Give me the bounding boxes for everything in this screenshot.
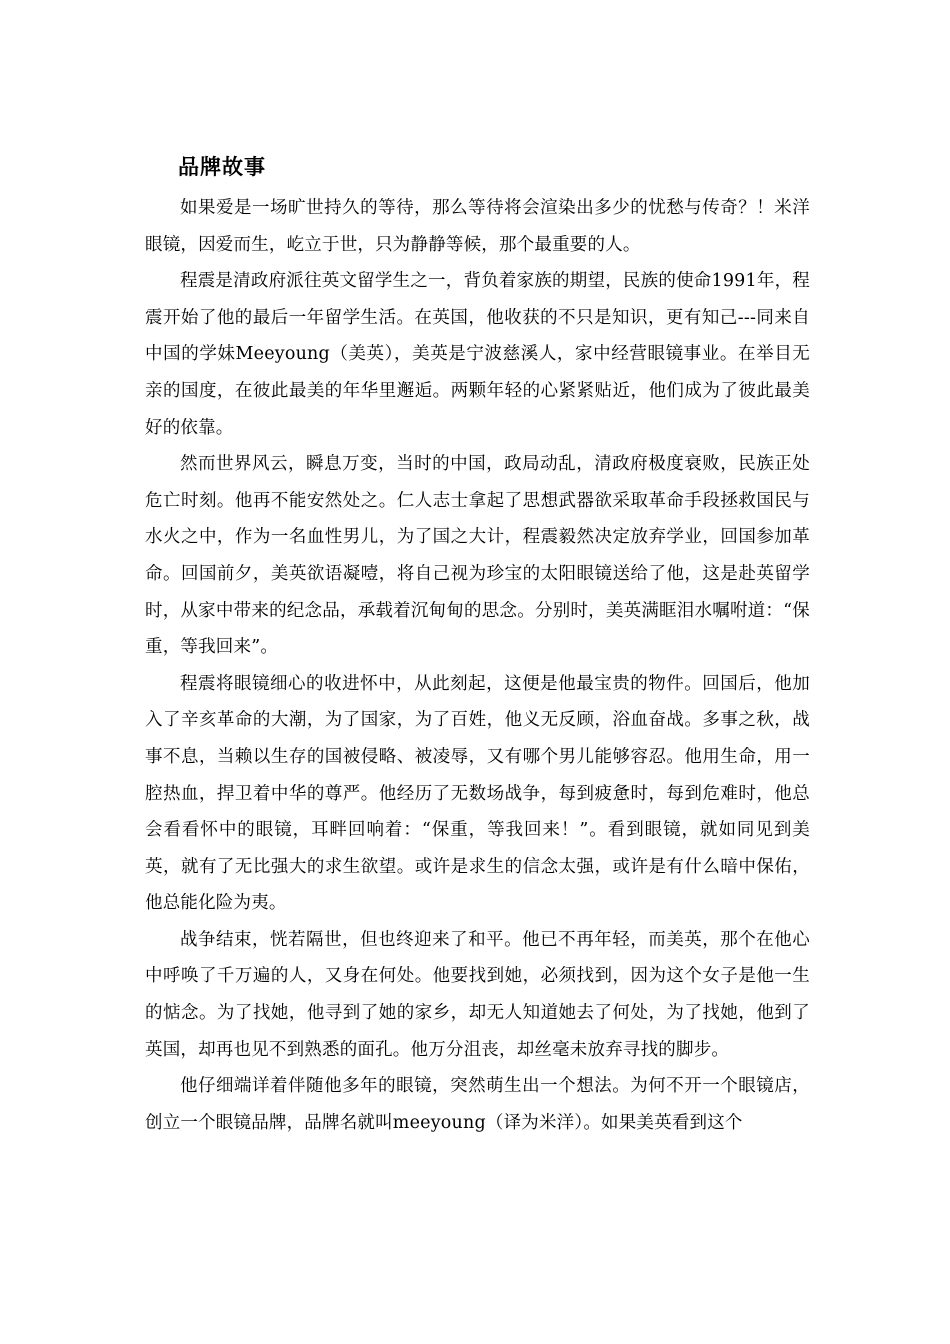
page-title: 品牌故事 <box>178 155 266 179</box>
paragraph-revolution: 然而世界风云，瞬息万变，当时的中国，政局动乱，清政府极度衰败，民族正处危亡时刻。他再不能安然处之。仁人志士拿起了思想武器欲采取革命手段拯救国民与水火之中，作为一名血性男儿，为了国之大计，程震毅然决定放弃学业，回国参加革命。回国前夕，美英欲语凝噎，将自己视为珍宝的太阳眼镜送给了他，这是赴英留学时，从家中带来的纪念品，承载着沉甸甸的思念。分别时，美英满眶泪水嘱咐道：“保重，等我回来”。 <box>145 454 810 658</box>
document-body <box>145 152 810 1141</box>
paragraph-brand-idea: 他仔细端详着伴随他多年的眼镜，突然萌生出一个想法。为何不开一个眼镜店，创立一个眼镜品牌，品牌名就叫meeyoung（译为米洋）。如果美英看到这个 <box>145 1076 810 1133</box>
paragraph-search: 战争结束，恍若隔世，但也终迎来了和平。他已不再年轻，而美英，那个在他心中呼唤了千万遍的人，又身在何处。他要找到她，必须找到，因为这个女子是他一生的惦念。为了找她，他寻到了她的家乡，却无人知道她去了何处，为了找她，他到了英国，却再也见不到熟悉的面孔。他万分沮丧，却丝毫未放弃寻找的脚步。 <box>145 929 810 1060</box>
paragraph-study-abroad: 程震是清政府派往英文留学生之一，背负着家族的期望，民族的使命1991年，程震开始了他的最后一年留学生活。在英国，他收获的不只是知识，更有知己---同来自中国的学妹Meeyoung（美英），美英是宁波慈溪人，家中经营眼镜事业。在举目无亲的国度，在彼此最美的年华里邂逅。两颗年轻的心紧紧贴近，他们成为了彼此最美好的依靠。 <box>145 271 810 438</box>
paragraph-intro: 如果爱是一场旷世持久的等待，那么等待将会渲染出多少的忧愁与传奇？！米洋眼镜，因爱而生，屹立于世，只为静静等候，那个最重要的人。 <box>145 198 810 255</box>
paragraph-war: 程震将眼镜细心的收进怀中，从此刻起，这便是他最宝贵的物件。回国后，他加入了辛亥革命的大潮，为了国家，为了百姓，他义无反顾，浴血奋战。多事之秋，战事不息，当赖以生存的国被侵略、被凌辱，又有哪个男儿能够容忍。他用生命，用一腔热血，捍卫着中华的尊严。他经历了无数场战争，每到疲惫时，每到危难时，他总会看看怀中的眼镜，耳畔回响着：“保重，等我回来！”。看到眼镜，就如同见到美英，就有了无比强大的求生欲望。或许是求生的信念太强，或许是有什么暗中保佑，他总能化险为夷。 <box>145 673 810 914</box>
